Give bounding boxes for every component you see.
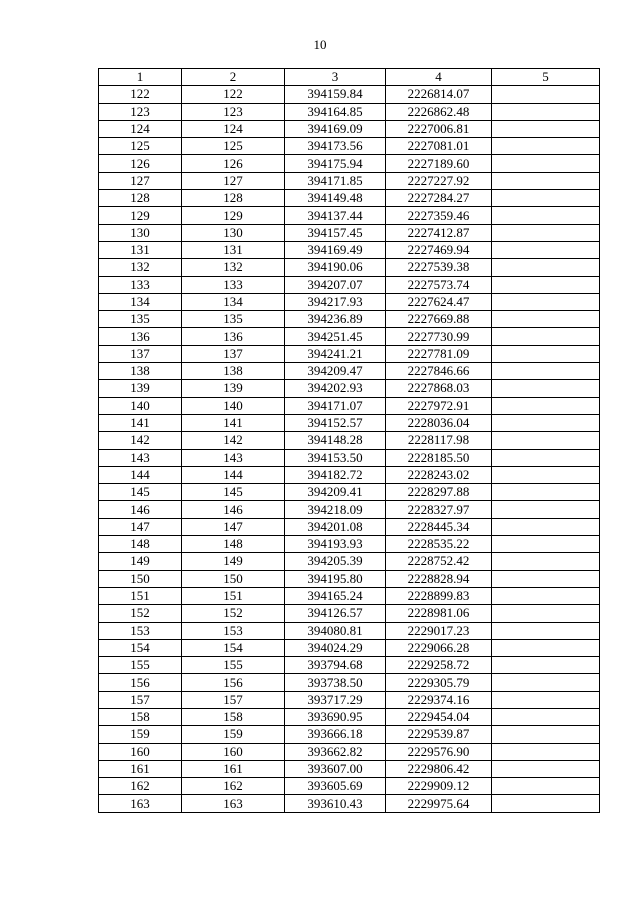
x-coordinate-cell: 394182.72 bbox=[285, 466, 386, 483]
point-number-cell: 136 bbox=[99, 328, 182, 345]
note-cell bbox=[492, 536, 600, 553]
point-number-cell: 142 bbox=[99, 432, 182, 449]
y-coordinate-cell: 2227972.91 bbox=[386, 397, 492, 414]
x-coordinate-cell: 393605.69 bbox=[285, 778, 386, 795]
point-id-cell: 135 bbox=[182, 311, 285, 328]
note-cell bbox=[492, 138, 600, 155]
coordinates-table bbox=[98, 68, 600, 813]
note-cell bbox=[492, 570, 600, 587]
point-number-cell: 137 bbox=[99, 345, 182, 362]
note-cell bbox=[492, 155, 600, 172]
note-cell bbox=[492, 553, 600, 570]
x-coordinate-cell: 394149.48 bbox=[285, 190, 386, 207]
table-row bbox=[99, 726, 600, 743]
x-coordinate-cell: 394169.49 bbox=[285, 241, 386, 258]
table-row bbox=[99, 397, 600, 414]
point-id-cell: 142 bbox=[182, 432, 285, 449]
point-id-cell: 130 bbox=[182, 224, 285, 241]
point-id-cell: 148 bbox=[182, 536, 285, 553]
table-row bbox=[99, 466, 600, 483]
point-id-cell: 137 bbox=[182, 345, 285, 362]
y-coordinate-cell: 2229066.28 bbox=[386, 639, 492, 656]
point-number-cell: 153 bbox=[99, 622, 182, 639]
y-coordinate-cell: 2228535.22 bbox=[386, 536, 492, 553]
x-coordinate-cell: 393690.95 bbox=[285, 708, 386, 725]
table-row bbox=[99, 293, 600, 310]
point-number-cell: 140 bbox=[99, 397, 182, 414]
point-number-cell: 147 bbox=[99, 518, 182, 535]
point-number-cell: 143 bbox=[99, 449, 182, 466]
note-cell bbox=[492, 674, 600, 691]
point-number-cell: 130 bbox=[99, 224, 182, 241]
y-coordinate-cell: 2229305.79 bbox=[386, 674, 492, 691]
y-coordinate-cell: 2228752.42 bbox=[386, 553, 492, 570]
point-id-cell: 149 bbox=[182, 553, 285, 570]
table-row bbox=[99, 587, 600, 604]
x-coordinate-cell: 394209.41 bbox=[285, 484, 386, 501]
x-coordinate-cell: 394209.47 bbox=[285, 363, 386, 380]
table-row bbox=[99, 276, 600, 293]
x-coordinate-cell: 394171.85 bbox=[285, 172, 386, 189]
point-id-cell: 157 bbox=[182, 691, 285, 708]
point-number-cell: 123 bbox=[99, 103, 182, 120]
point-id-cell: 161 bbox=[182, 760, 285, 777]
x-coordinate-cell: 394241.21 bbox=[285, 345, 386, 362]
x-coordinate-cell: 394201.08 bbox=[285, 518, 386, 535]
table-row bbox=[99, 224, 600, 241]
table-row bbox=[99, 536, 600, 553]
note-cell bbox=[492, 708, 600, 725]
note-cell bbox=[492, 224, 600, 241]
note-cell bbox=[492, 259, 600, 276]
table-row bbox=[99, 172, 600, 189]
point-id-cell: 144 bbox=[182, 466, 285, 483]
note-cell bbox=[492, 120, 600, 137]
point-id-cell: 143 bbox=[182, 449, 285, 466]
table-row bbox=[99, 207, 600, 224]
x-coordinate-cell: 394159.84 bbox=[285, 86, 386, 103]
x-coordinate-cell: 394153.50 bbox=[285, 449, 386, 466]
note-cell bbox=[492, 432, 600, 449]
point-id-cell: 151 bbox=[182, 587, 285, 604]
point-id-cell: 147 bbox=[182, 518, 285, 535]
note-cell bbox=[492, 778, 600, 795]
point-number-cell: 151 bbox=[99, 587, 182, 604]
table-row bbox=[99, 743, 600, 760]
x-coordinate-cell: 394195.80 bbox=[285, 570, 386, 587]
note-cell bbox=[492, 484, 600, 501]
point-id-cell: 123 bbox=[182, 103, 285, 120]
table-row bbox=[99, 414, 600, 431]
y-coordinate-cell: 2227624.47 bbox=[386, 293, 492, 310]
note-cell bbox=[492, 657, 600, 674]
x-coordinate-cell: 394175.94 bbox=[285, 155, 386, 172]
point-id-cell: 158 bbox=[182, 708, 285, 725]
table-row bbox=[99, 657, 600, 674]
table-row bbox=[99, 691, 600, 708]
note-cell bbox=[492, 466, 600, 483]
y-coordinate-cell: 2227730.99 bbox=[386, 328, 492, 345]
y-coordinate-cell: 2228117.98 bbox=[386, 432, 492, 449]
note-cell bbox=[492, 622, 600, 639]
note-cell bbox=[492, 103, 600, 120]
column-header-4: 4 bbox=[386, 69, 492, 86]
x-coordinate-cell: 393738.50 bbox=[285, 674, 386, 691]
point-id-cell: 126 bbox=[182, 155, 285, 172]
point-number-cell: 126 bbox=[99, 155, 182, 172]
column-header-5: 5 bbox=[492, 69, 600, 86]
note-cell bbox=[492, 328, 600, 345]
point-number-cell: 124 bbox=[99, 120, 182, 137]
x-coordinate-cell: 394148.28 bbox=[285, 432, 386, 449]
y-coordinate-cell: 2227868.03 bbox=[386, 380, 492, 397]
x-coordinate-cell: 394251.45 bbox=[285, 328, 386, 345]
y-coordinate-cell: 2228036.04 bbox=[386, 414, 492, 431]
y-coordinate-cell: 2228243.02 bbox=[386, 466, 492, 483]
table-row bbox=[99, 795, 600, 812]
note-cell bbox=[492, 380, 600, 397]
x-coordinate-cell: 394126.57 bbox=[285, 605, 386, 622]
y-coordinate-cell: 2227081.01 bbox=[386, 138, 492, 155]
point-number-cell: 145 bbox=[99, 484, 182, 501]
table-row bbox=[99, 311, 600, 328]
y-coordinate-cell: 2228327.97 bbox=[386, 501, 492, 518]
point-number-cell: 148 bbox=[99, 536, 182, 553]
note-cell bbox=[492, 345, 600, 362]
y-coordinate-cell: 2228297.88 bbox=[386, 484, 492, 501]
y-coordinate-cell: 2227227.92 bbox=[386, 172, 492, 189]
note-cell bbox=[492, 726, 600, 743]
table-row bbox=[99, 190, 600, 207]
table-row bbox=[99, 605, 600, 622]
table-row bbox=[99, 484, 600, 501]
note-cell bbox=[492, 397, 600, 414]
x-coordinate-cell: 393610.43 bbox=[285, 795, 386, 812]
y-coordinate-cell: 2227359.46 bbox=[386, 207, 492, 224]
point-number-cell: 146 bbox=[99, 501, 182, 518]
table-row bbox=[99, 553, 600, 570]
point-id-cell: 146 bbox=[182, 501, 285, 518]
point-number-cell: 127 bbox=[99, 172, 182, 189]
y-coordinate-cell: 2227539.38 bbox=[386, 259, 492, 276]
point-id-cell: 134 bbox=[182, 293, 285, 310]
point-number-cell: 135 bbox=[99, 311, 182, 328]
y-coordinate-cell: 2228445.34 bbox=[386, 518, 492, 535]
point-number-cell: 139 bbox=[99, 380, 182, 397]
point-id-cell: 141 bbox=[182, 414, 285, 431]
table-row bbox=[99, 708, 600, 725]
note-cell bbox=[492, 276, 600, 293]
x-coordinate-cell: 394217.93 bbox=[285, 293, 386, 310]
y-coordinate-cell: 2229576.90 bbox=[386, 743, 492, 760]
table-row bbox=[99, 363, 600, 380]
table-row bbox=[99, 639, 600, 656]
point-number-cell: 161 bbox=[99, 760, 182, 777]
table-row bbox=[99, 259, 600, 276]
note-cell bbox=[492, 293, 600, 310]
y-coordinate-cell: 2228899.83 bbox=[386, 587, 492, 604]
table-body bbox=[99, 86, 600, 812]
point-number-cell: 154 bbox=[99, 639, 182, 656]
y-coordinate-cell: 2229374.16 bbox=[386, 691, 492, 708]
y-coordinate-cell: 2227669.88 bbox=[386, 311, 492, 328]
y-coordinate-cell: 2229909.12 bbox=[386, 778, 492, 795]
note-cell bbox=[492, 363, 600, 380]
point-id-cell: 150 bbox=[182, 570, 285, 587]
table-row bbox=[99, 501, 600, 518]
point-id-cell: 159 bbox=[182, 726, 285, 743]
table-row bbox=[99, 622, 600, 639]
point-number-cell: 155 bbox=[99, 657, 182, 674]
table-row bbox=[99, 449, 600, 466]
column-header-3: 3 bbox=[285, 69, 386, 86]
note-cell bbox=[492, 760, 600, 777]
y-coordinate-cell: 2226814.07 bbox=[386, 86, 492, 103]
point-id-cell: 127 bbox=[182, 172, 285, 189]
y-coordinate-cell: 2229539.87 bbox=[386, 726, 492, 743]
point-number-cell: 160 bbox=[99, 743, 182, 760]
note-cell bbox=[492, 605, 600, 622]
y-coordinate-cell: 2229975.64 bbox=[386, 795, 492, 812]
note-cell bbox=[492, 795, 600, 812]
table-header-row bbox=[99, 69, 600, 86]
point-number-cell: 138 bbox=[99, 363, 182, 380]
point-number-cell: 150 bbox=[99, 570, 182, 587]
point-id-cell: 155 bbox=[182, 657, 285, 674]
column-header-2: 2 bbox=[182, 69, 285, 86]
y-coordinate-cell: 2228828.94 bbox=[386, 570, 492, 587]
point-number-cell: 125 bbox=[99, 138, 182, 155]
point-id-cell: 140 bbox=[182, 397, 285, 414]
point-number-cell: 134 bbox=[99, 293, 182, 310]
column-header-1: 1 bbox=[99, 69, 182, 86]
point-id-cell: 152 bbox=[182, 605, 285, 622]
point-id-cell: 128 bbox=[182, 190, 285, 207]
point-number-cell: 133 bbox=[99, 276, 182, 293]
x-coordinate-cell: 394171.07 bbox=[285, 397, 386, 414]
point-number-cell: 132 bbox=[99, 259, 182, 276]
y-coordinate-cell: 2227573.74 bbox=[386, 276, 492, 293]
x-coordinate-cell: 394236.89 bbox=[285, 311, 386, 328]
y-coordinate-cell: 2227469.94 bbox=[386, 241, 492, 258]
x-coordinate-cell: 394080.81 bbox=[285, 622, 386, 639]
x-coordinate-cell: 394202.93 bbox=[285, 380, 386, 397]
x-coordinate-cell: 394165.24 bbox=[285, 587, 386, 604]
note-cell bbox=[492, 691, 600, 708]
point-number-cell: 128 bbox=[99, 190, 182, 207]
table-row bbox=[99, 138, 600, 155]
point-id-cell: 136 bbox=[182, 328, 285, 345]
y-coordinate-cell: 2227781.09 bbox=[386, 345, 492, 362]
note-cell bbox=[492, 172, 600, 189]
y-coordinate-cell: 2229806.42 bbox=[386, 760, 492, 777]
y-coordinate-cell: 2228185.50 bbox=[386, 449, 492, 466]
y-coordinate-cell: 2227412.87 bbox=[386, 224, 492, 241]
point-id-cell: 145 bbox=[182, 484, 285, 501]
point-id-cell: 125 bbox=[182, 138, 285, 155]
note-cell bbox=[492, 639, 600, 656]
point-id-cell: 160 bbox=[182, 743, 285, 760]
y-coordinate-cell: 2226862.48 bbox=[386, 103, 492, 120]
point-number-cell: 152 bbox=[99, 605, 182, 622]
note-cell bbox=[492, 241, 600, 258]
point-number-cell: 159 bbox=[99, 726, 182, 743]
point-id-cell: 133 bbox=[182, 276, 285, 293]
point-id-cell: 156 bbox=[182, 674, 285, 691]
note-cell bbox=[492, 86, 600, 103]
table-row bbox=[99, 760, 600, 777]
table-row bbox=[99, 518, 600, 535]
y-coordinate-cell: 2228981.06 bbox=[386, 605, 492, 622]
point-id-cell: 139 bbox=[182, 380, 285, 397]
x-coordinate-cell: 394164.85 bbox=[285, 103, 386, 120]
point-id-cell: 153 bbox=[182, 622, 285, 639]
y-coordinate-cell: 2227006.81 bbox=[386, 120, 492, 137]
table-row bbox=[99, 674, 600, 691]
point-number-cell: 144 bbox=[99, 466, 182, 483]
page-number: 10 bbox=[313, 37, 327, 52]
table-row bbox=[99, 86, 600, 103]
point-number-cell: 131 bbox=[99, 241, 182, 258]
x-coordinate-cell: 394207.07 bbox=[285, 276, 386, 293]
note-cell bbox=[492, 518, 600, 535]
y-coordinate-cell: 2229017.23 bbox=[386, 622, 492, 639]
x-coordinate-cell: 394193.93 bbox=[285, 536, 386, 553]
point-number-cell: 129 bbox=[99, 207, 182, 224]
note-cell bbox=[492, 311, 600, 328]
note-cell bbox=[492, 190, 600, 207]
x-coordinate-cell: 394152.57 bbox=[285, 414, 386, 431]
x-coordinate-cell: 394137.44 bbox=[285, 207, 386, 224]
point-id-cell: 138 bbox=[182, 363, 285, 380]
table-row bbox=[99, 241, 600, 258]
note-cell bbox=[492, 207, 600, 224]
x-coordinate-cell: 393662.82 bbox=[285, 743, 386, 760]
point-id-cell: 162 bbox=[182, 778, 285, 795]
table-row bbox=[99, 120, 600, 137]
point-id-cell: 129 bbox=[182, 207, 285, 224]
table-row bbox=[99, 328, 600, 345]
point-id-cell: 132 bbox=[182, 259, 285, 276]
x-coordinate-cell: 394190.06 bbox=[285, 259, 386, 276]
point-id-cell: 131 bbox=[182, 241, 285, 258]
y-coordinate-cell: 2229258.72 bbox=[386, 657, 492, 674]
point-id-cell: 163 bbox=[182, 795, 285, 812]
y-coordinate-cell: 2227284.27 bbox=[386, 190, 492, 207]
table-row bbox=[99, 778, 600, 795]
point-number-cell: 162 bbox=[99, 778, 182, 795]
y-coordinate-cell: 2227846.66 bbox=[386, 363, 492, 380]
y-coordinate-cell: 2227189.60 bbox=[386, 155, 492, 172]
x-coordinate-cell: 394218.09 bbox=[285, 501, 386, 518]
table-row bbox=[99, 380, 600, 397]
note-cell bbox=[492, 501, 600, 518]
x-coordinate-cell: 394157.45 bbox=[285, 224, 386, 241]
table-row bbox=[99, 570, 600, 587]
point-id-cell: 154 bbox=[182, 639, 285, 656]
y-coordinate-cell: 2229454.04 bbox=[386, 708, 492, 725]
table-row bbox=[99, 432, 600, 449]
x-coordinate-cell: 394024.29 bbox=[285, 639, 386, 656]
note-cell bbox=[492, 449, 600, 466]
table-row bbox=[99, 155, 600, 172]
x-coordinate-cell: 393666.18 bbox=[285, 726, 386, 743]
x-coordinate-cell: 394169.09 bbox=[285, 120, 386, 137]
point-number-cell: 156 bbox=[99, 674, 182, 691]
point-number-cell: 158 bbox=[99, 708, 182, 725]
point-number-cell: 163 bbox=[99, 795, 182, 812]
point-id-cell: 124 bbox=[182, 120, 285, 137]
x-coordinate-cell: 393794.68 bbox=[285, 657, 386, 674]
note-cell bbox=[492, 587, 600, 604]
point-number-cell: 141 bbox=[99, 414, 182, 431]
x-coordinate-cell: 394205.39 bbox=[285, 553, 386, 570]
x-coordinate-cell: 393607.00 bbox=[285, 760, 386, 777]
point-number-cell: 122 bbox=[99, 86, 182, 103]
table-row bbox=[99, 345, 600, 362]
point-number-cell: 149 bbox=[99, 553, 182, 570]
x-coordinate-cell: 393717.29 bbox=[285, 691, 386, 708]
x-coordinate-cell: 394173.56 bbox=[285, 138, 386, 155]
note-cell bbox=[492, 414, 600, 431]
note-cell bbox=[492, 743, 600, 760]
table-row bbox=[99, 103, 600, 120]
point-id-cell: 122 bbox=[182, 86, 285, 103]
point-number-cell: 157 bbox=[99, 691, 182, 708]
